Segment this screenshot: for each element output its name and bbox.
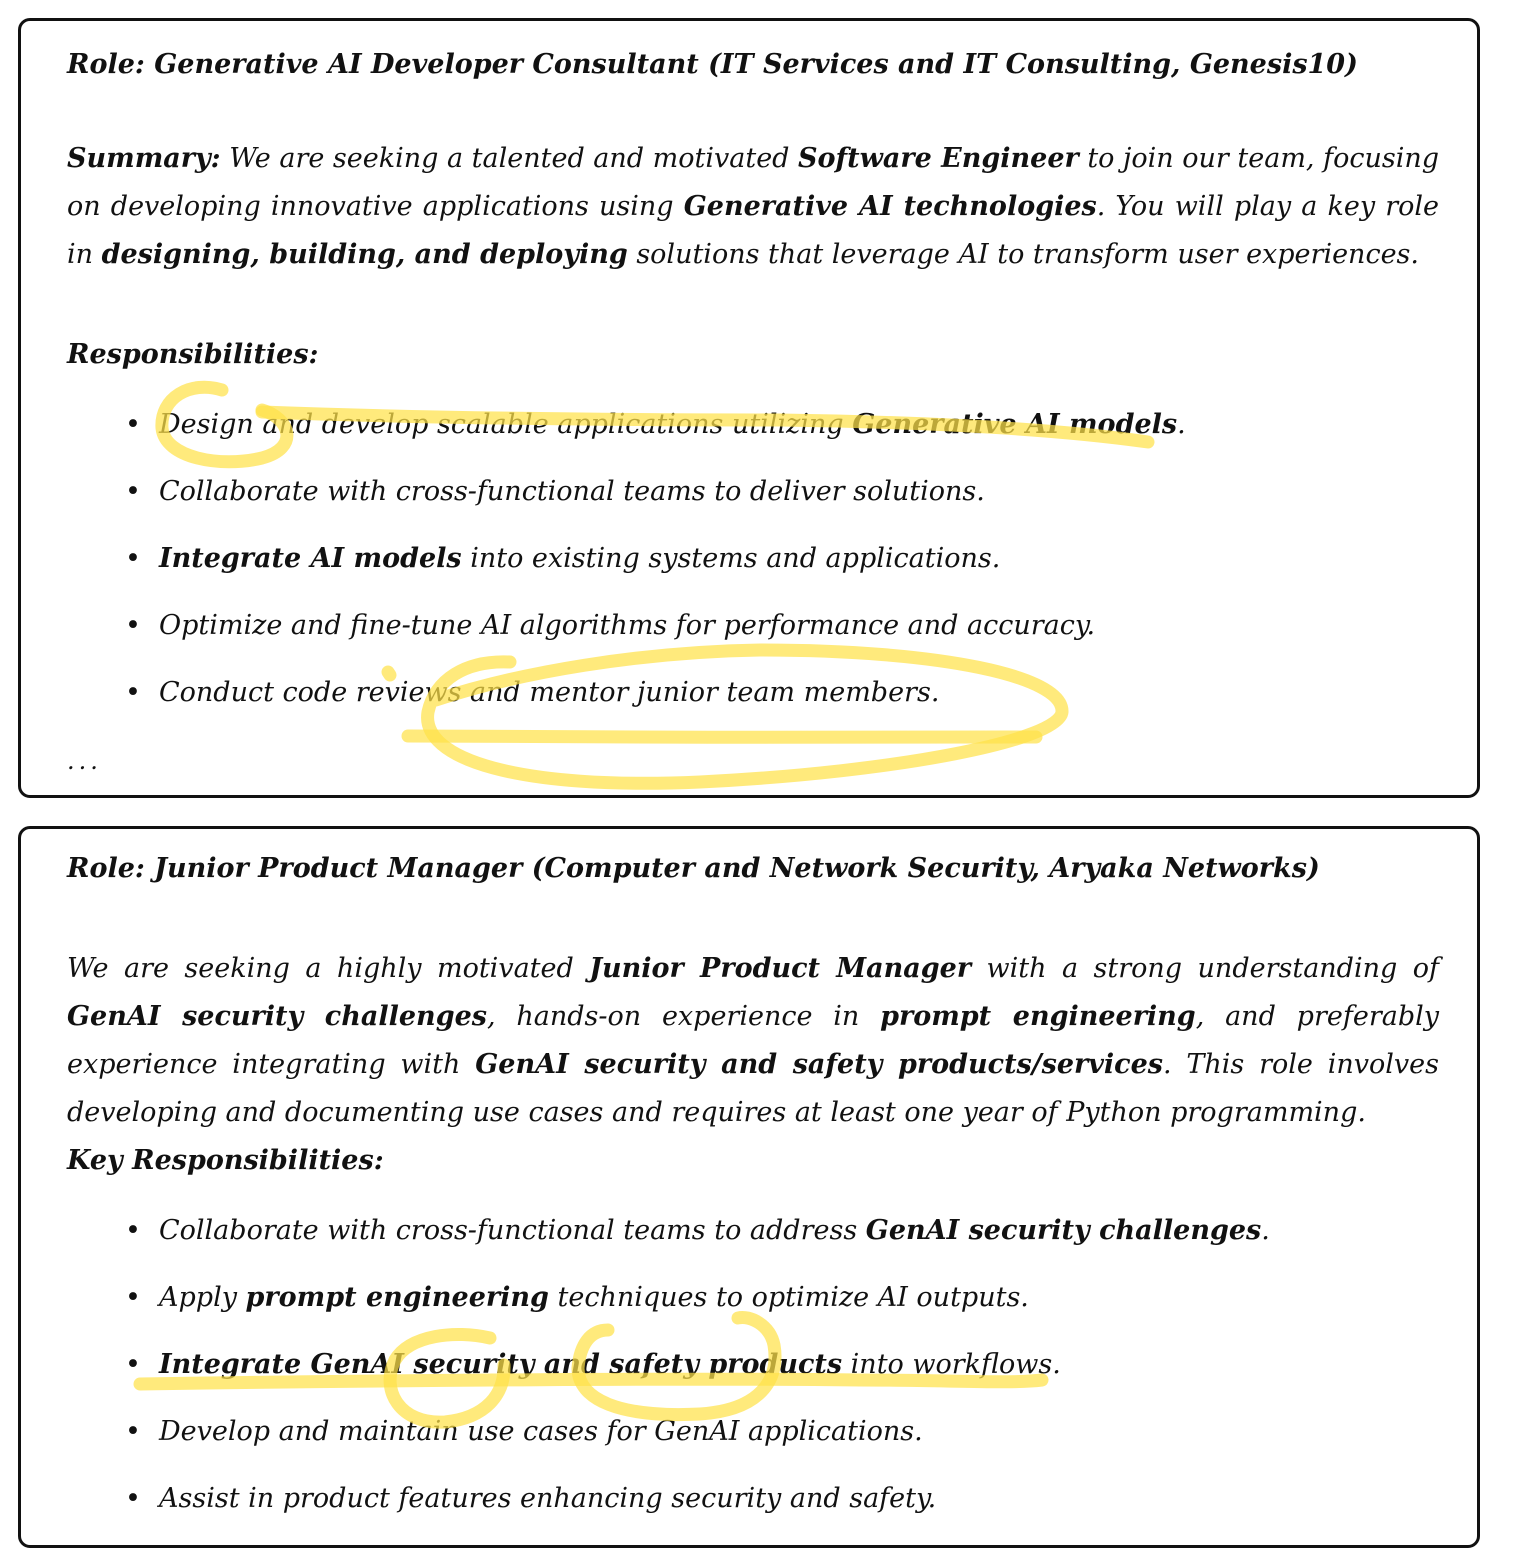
bullet-icon: • [125, 543, 141, 574]
responsibilities-heading: Responsibilities: [67, 339, 319, 370]
text-segment: , and preferably experience integrating with [67, 1001, 1439, 1080]
text-segment: Conduct code reviews and mentor junior team members. [159, 677, 940, 708]
job-card-aryaka [18, 826, 1480, 1548]
text-segment: Design and develop scalable applications utilizing [159, 409, 853, 440]
text-segment: techniques to optimize AI outputs. [548, 1282, 1029, 1313]
text-segment: GenAI security and safety products/services [475, 1049, 1163, 1080]
text-segment: solutions that leverage AI to transform user experiences. [627, 239, 1419, 270]
responsibilities-list [67, 405, 1439, 740]
text-segment: Assist in product features enhancing security and safety. [159, 1483, 937, 1514]
ellipsis: ... [67, 747, 102, 775]
text-segment: Integrate AI models [159, 543, 462, 574]
text-segment: Junior Product Manager [589, 953, 972, 984]
text-segment: Optimize and fine-tune AI algorithms for performance and accuracy. [159, 610, 1096, 641]
text-segment: Integrate GenAI security and safety products [159, 1349, 843, 1380]
bullet-icon: • [125, 1282, 141, 1313]
text-segment: We are seeking a highly motivated [67, 953, 590, 984]
text-segment: designing, building, and deploying [101, 239, 628, 270]
summary-paragraph [67, 135, 1439, 279]
bullet-icon: • [125, 610, 141, 641]
text-segment: prompt engineering [880, 1001, 1196, 1032]
bullet-icon: • [125, 1483, 141, 1514]
text-segment: into existing systems and applications. [461, 543, 1001, 574]
bullet-icon: • [125, 1416, 141, 1447]
text-segment: with a strong understanding of [971, 953, 1439, 984]
text-segment: . [1261, 1215, 1270, 1246]
text-segment: Summary: [67, 143, 221, 174]
responsibilities-heading: Key Responsibilities: [67, 1145, 384, 1176]
text-segment: , hands-on experience in [486, 1001, 881, 1032]
text-segment: . [1177, 409, 1186, 440]
list-item [67, 673, 1439, 740]
list-item [67, 472, 1439, 539]
list-item [67, 1345, 1439, 1412]
text-segment: prompt engineering [245, 1282, 549, 1313]
summary-paragraph [67, 945, 1439, 1137]
bullet-icon: • [125, 476, 141, 507]
text-segment: GenAI security challenges [865, 1215, 1262, 1246]
bullet-icon: • [125, 1215, 141, 1246]
list-item [67, 1211, 1439, 1278]
text-segment: . This role involves developing and documenting use cases and requires at least one year of Python programming. [67, 1049, 1439, 1128]
list-item [67, 1278, 1439, 1345]
text-segment: Develop and maintain use cases for GenAI applications. [159, 1416, 923, 1447]
text-segment: . You will play a key role in [67, 191, 1439, 270]
text-segment: Software Engineer [798, 143, 1079, 174]
list-item [67, 1412, 1439, 1479]
list-item [67, 606, 1439, 673]
text-segment: to join our team, focusing on developing innovative applications using [67, 143, 1440, 222]
text-segment: We are seeking a talented and motivated [220, 143, 799, 174]
text-segment: Collaborate with cross-functional teams to deliver solutions. [159, 476, 985, 507]
text-segment: GenAI security challenges [67, 1001, 487, 1032]
text-segment: Collaborate with cross-functional teams to address [159, 1215, 866, 1246]
list-item [67, 405, 1439, 472]
bullet-icon: • [125, 409, 141, 440]
bullet-icon: • [125, 677, 141, 708]
text-segment: Generative AI models [852, 409, 1178, 440]
list-item [67, 1479, 1439, 1546]
bullet-icon: • [125, 1349, 141, 1380]
job-card-genesis10 [18, 18, 1480, 798]
text-segment: Generative AI technologies [683, 191, 1097, 222]
role-title: Role: Junior Product Manager (Computer and Network Security, Aryaka Networks) [67, 853, 1320, 884]
text-segment: into workflows. [842, 1349, 1061, 1380]
responsibilities-list [67, 1211, 1439, 1546]
list-item [67, 539, 1439, 606]
role-title: Role: Generative AI Developer Consultant (IT Services and IT Consulting, Genesis10) [67, 49, 1358, 80]
text-segment: Apply [159, 1282, 246, 1313]
